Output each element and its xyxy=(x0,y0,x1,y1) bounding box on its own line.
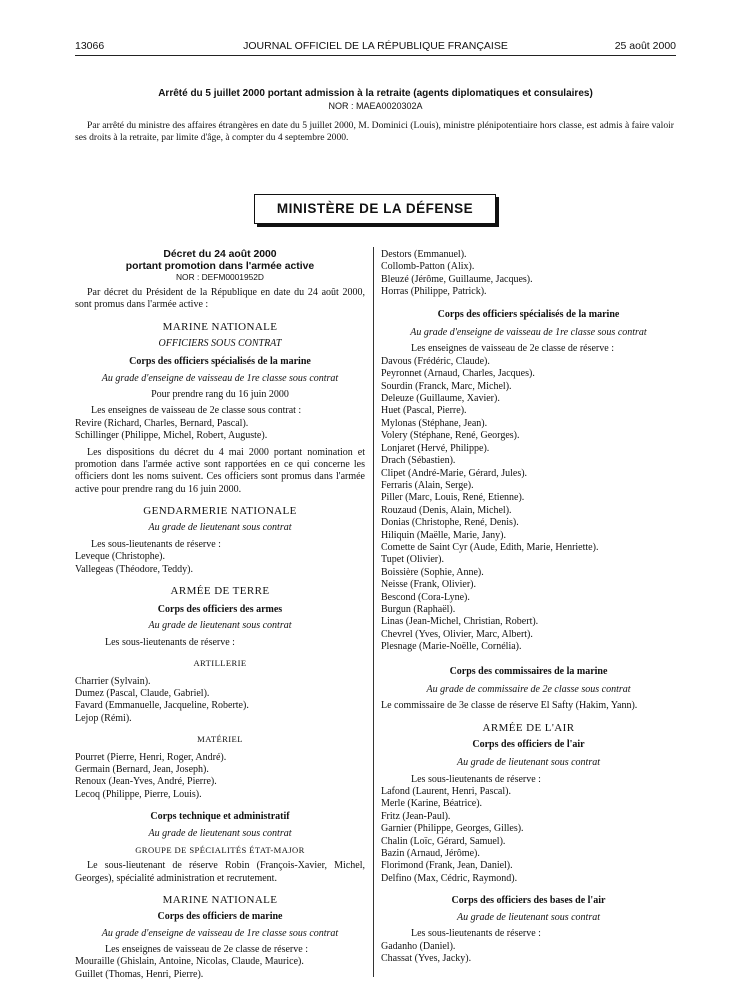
name-entry: Bleuzé (Jérôme, Guillaume, Jacques). xyxy=(381,273,533,285)
name-entry: Linas (Jean-Michel, Christian, Robert). xyxy=(381,616,539,628)
name-entry: Clipet (André-Marie, Gérard, Jules). xyxy=(381,467,528,479)
name-entry: Volery (Stéphane, René, Georges). xyxy=(381,430,520,442)
group-intro: Les sous-lieutenants de réserve : xyxy=(411,773,541,785)
name-entry: Bazin (Arnaud, Jérôme). xyxy=(381,848,480,860)
name-entry: Chevrel (Yves, Olivier, Marc, Albert). xyxy=(381,628,533,640)
speciality-heading: ARTILLERIE xyxy=(193,658,247,669)
name-entry: Boissière (Sophie, Anne). xyxy=(381,566,484,578)
name-list xyxy=(75,418,365,443)
rank-date: Pour prendre rang du 16 juin 2000 xyxy=(151,389,289,401)
dispositions-paragraph: Les dispositions du décret du 4 mai 2000 portant nomination et promotion dans l'armée active sont rapportées en ce qui concerne les officiers dont les noms suivent. Ces officiers sont promus dans l'armée active pour prendre rang du 16 juin 2000. xyxy=(75,446,365,495)
name-entry: Mouraille (Ghislain, Antoine, Nicolas, Claude, Maurice). xyxy=(75,956,304,968)
corps-heading: Corps des commissaires de la marine xyxy=(449,665,608,677)
name-list xyxy=(381,941,676,966)
grade-line: Au grade de lieutenant sous contrat xyxy=(148,522,292,534)
corps-heading: Corps des officiers de l'air xyxy=(472,738,585,750)
name-entry: Schillinger (Philippe, Michel, Robert, Auguste). xyxy=(75,430,268,442)
ministry-box xyxy=(254,194,496,224)
name-entry: Favard (Emmanuelle, Jacqueline, Roberte). xyxy=(75,700,249,712)
name-entry: Peyronnet (Arnaud, Charles, Jacques). xyxy=(381,368,535,380)
grade-line: Au grade d'enseigne de vaisseau de 1re classe sous contrat xyxy=(101,927,339,939)
name-entry: Leveque (Christophe). xyxy=(75,551,165,563)
name-entry: Charrier (Sylvain). xyxy=(75,675,151,687)
name-entry: Germain (Bernard, Jean, Joseph). xyxy=(75,763,209,775)
name-list xyxy=(75,752,365,802)
name-entry: Donias (Christophe, René, Denis). xyxy=(381,517,519,529)
name-entry: Lonjaret (Hervé, Philippe). xyxy=(381,442,490,454)
name-list xyxy=(381,356,676,654)
corps-heading: Corps des officiers spécialisés de la marine xyxy=(437,308,620,320)
name-list xyxy=(381,249,676,299)
name-entry: Collomb-Patton (Alix). xyxy=(381,261,475,273)
name-entry: Drach (Sébastien). xyxy=(381,455,456,467)
name-entry: Tupet (Olivier). xyxy=(381,554,444,566)
name-entry: Plesnage (Marie-Noëlle, Cornélia). xyxy=(381,641,522,653)
corps-heading: Corps des officiers de marine xyxy=(157,911,283,923)
name-entry: Mylonas (Stéphane, Jean). xyxy=(381,417,488,429)
name-entry: Piller (Marc, Louis, René, Etienne). xyxy=(381,492,525,504)
name-entry: Gadanho (Daniel). xyxy=(381,940,456,952)
group-intro: Les sous-lieutenants de réserve : xyxy=(91,538,221,550)
group-intro: Les sous-lieutenants de réserve : xyxy=(105,636,235,648)
name-entry: Horras (Philippe, Patrick). xyxy=(381,286,487,298)
name-entry: Burgun (Raphaël). xyxy=(381,603,456,615)
grade-line: Au grade de lieutenant sous contrat xyxy=(456,911,601,923)
decret-title: Décret du 24 août 2000 xyxy=(163,249,277,260)
corps-heading: Corps des officiers des armes xyxy=(157,603,283,615)
grade-line: Au grade d'enseigne de vaisseau de 1re classe sous contrat xyxy=(410,327,647,339)
name-entry: Lafond (Laurent, Henri, Pascal). xyxy=(381,786,511,798)
el-safty-line: Le commissaire de 3e classe de réserve El Safty (Hakim, Yann). xyxy=(381,700,638,712)
name-list xyxy=(75,676,365,726)
name-entry: Guillet (Thomas, Henri, Pierre). xyxy=(75,968,204,980)
speciality-heading: MATÉRIEL xyxy=(197,734,243,745)
group-intro: Les enseignes de vaisseau de 2e classe de réserve : xyxy=(411,343,614,355)
corps-heading: Corps des officiers des bases de l'air xyxy=(451,895,606,907)
name-entry: Deleuze (Guillaume, Xavier). xyxy=(381,393,500,405)
section-heading: MARINE NATIONALE xyxy=(162,894,278,907)
name-list xyxy=(75,551,365,576)
left-column xyxy=(75,249,365,981)
name-list xyxy=(381,786,676,885)
name-entry: Lecoq (Philippe, Pierre, Louis). xyxy=(75,788,202,800)
decret-subtitle: portant promotion dans l'armée active xyxy=(125,260,315,272)
header-rule xyxy=(75,55,676,56)
page-number: 13066 xyxy=(75,40,105,52)
name-entry: Dumez (Pascal, Claude, Gabriel). xyxy=(75,687,210,699)
group-intro: Les enseignes de vaisseau de 2e classe de réserve : xyxy=(105,944,308,956)
corps-heading: Corps des officiers spécialisés de la marine xyxy=(129,356,311,368)
section-heading: ARMÉE DE L'AIR xyxy=(482,721,575,734)
section-heading: GENDARMERIE NATIONALE xyxy=(143,505,297,518)
name-entry: Fritz (Jean-Paul). xyxy=(381,810,451,822)
name-entry: Merle (Karine, Béatrice). xyxy=(381,798,483,810)
name-entry: Chalin (Loïc, Gérard, Samuel). xyxy=(381,835,506,847)
grade-line: Au grade d'enseigne de vaisseau de 1re classe sous contrat xyxy=(101,372,339,384)
name-entry: Lejop (Rémi). xyxy=(75,712,132,724)
issue-date: 25 août 2000 xyxy=(614,40,676,52)
name-entry: Hiliquin (Maëlle, Marie, Jany). xyxy=(381,529,506,541)
section-heading: MARINE NATIONALE xyxy=(162,320,278,333)
decret-intro: Par décret du Président de la République en date du 24 août 2000, sont promus dans l'armée active : xyxy=(75,287,365,311)
name-list xyxy=(75,956,365,981)
section-heading: ARMÉE DE TERRE xyxy=(170,584,270,597)
journal-title: JOURNAL OFFICIEL DE LA RÉPUBLIQUE FRANÇAISE xyxy=(243,40,508,52)
name-entry: Sourdin (Franck, Marc, Michel). xyxy=(381,380,512,392)
name-entry: Vallegeas (Théodore, Teddy). xyxy=(75,563,193,575)
arrete-nor: NOR : MAEA0020302A xyxy=(328,101,423,111)
speciality-heading: GROUPE DE SPÉCIALITÉS ÉTAT-MAJOR xyxy=(135,845,305,855)
name-entry: Revire (Richard, Charles, Bernard, Pascal). xyxy=(75,417,249,429)
name-entry: Bescond (Cora-Lyne). xyxy=(381,591,470,603)
column-divider xyxy=(373,247,374,977)
name-entry: Chassat (Yves, Jacky). xyxy=(381,952,472,964)
subsection-heading: OFFICIERS SOUS CONTRAT xyxy=(158,337,282,349)
grade-line: Au grade de commissaire de 2e classe sous contrat xyxy=(426,684,631,695)
arrete-body: Par arrêté du ministre des affaires étrangères en date du 5 juillet 2000, M. Dominici (Louis), ministre plénipotentiaire hors classe, est admis à faire valoir ses droits à la retraite, par limite d'âge, à compter du 4 septembre 2000. xyxy=(75,120,674,143)
name-entry: Destors (Emmanuel). xyxy=(381,249,467,260)
name-entry: Garnier (Philippe, Georges, Gilles). xyxy=(381,823,524,835)
right-column xyxy=(381,249,676,965)
corps-heading: Corps technique et administratif xyxy=(150,811,290,823)
robin-paragraph: Le sous-lieutenant de réserve Robin (François-Xavier, Michel, Georges), spécialité administration et recrutement. xyxy=(75,860,365,884)
name-entry: Delfino (Max, Cédric, Raymond). xyxy=(381,872,518,884)
name-entry: Huet (Pascal, Pierre). xyxy=(381,405,467,417)
grade-line: Au grade de lieutenant sous contrat xyxy=(148,620,292,632)
name-entry: Comette de Saint Cyr (Aude, Edith, Marie, Henriette). xyxy=(381,541,599,553)
grade-line: Au grade de lieutenant sous contrat xyxy=(456,757,601,769)
grade-line: Au grade de lieutenant sous contrat xyxy=(148,827,292,839)
name-entry: Renoux (Jean-Yves, André, Pierre). xyxy=(75,776,217,788)
page-header xyxy=(75,40,676,54)
decret-nor: NOR : DEFM0001952D xyxy=(176,272,264,282)
name-entry: Pourret (Pierre, Henri, Roger, André). xyxy=(75,751,227,763)
ministry-title: MINISTÈRE DE LA DÉFENSE xyxy=(276,201,474,216)
name-entry: Davous (Frédéric, Claude). xyxy=(381,355,490,367)
name-entry: Rouzaud (Denis, Alain, Michel). xyxy=(381,504,512,516)
name-entry: Florimond (Frank, Jean, Daniel). xyxy=(381,860,513,872)
name-entry: Ferraris (Alain, Serge). xyxy=(381,479,474,491)
arrete-section xyxy=(75,88,676,143)
group-intro: Les enseignes de vaisseau de 2e classe sous contrat : xyxy=(91,405,302,417)
arrete-title: Arrêté du 5 juillet 2000 portant admission à la retraite (agents diplomatiques et consulaires) xyxy=(158,88,593,99)
name-entry: Neisse (Frank, Olivier). xyxy=(381,579,476,591)
group-intro: Les sous-lieutenants de réserve : xyxy=(411,928,541,940)
